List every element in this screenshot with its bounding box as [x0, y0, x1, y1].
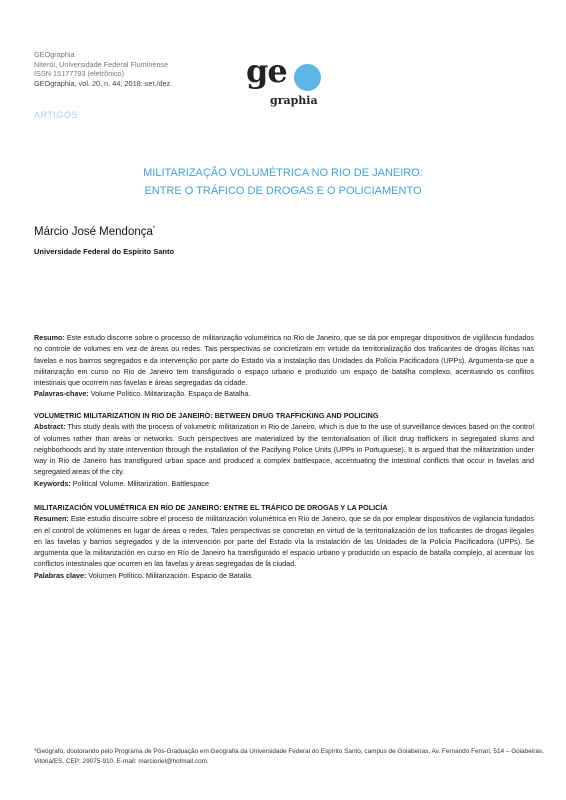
abstract-en	[34, 410, 534, 489]
corner-dot: .	[527, 34, 529, 40]
article-title	[0, 164, 566, 200]
author-name: Márcio José Mendonça*	[34, 226, 156, 238]
abstract-es-text: Este estudio discurre sobre el proceso de militarización volumétrica en Río de Janeiro, que se da por emplear dispositivos de vigilancia fundados en el control de volúmenes en lugar de áreas o redes. Tales perspectivas se concretan en virtud de la territorialización de los traficantes de drogas ilegales en las favelas y barrios segregados y de la intervención por parte del Estado vía la instalación de las Unidades de la Policía Pacificadora (UPPs). Se argumenta que la militarización en curso en Río de Janeiro ha transfigurado el espacio urbano y producido un espacio de batalla complejo, al acentuar los conflictos intestinales que ocurren en las favelas y áreas segregadas de la ciudad.	[34, 514, 534, 569]
author-footnote-mark: *	[152, 226, 156, 233]
abstract-en-text: This study deals with the process of volumetric militarization in Rio de Janeiro, which is due to the use of surveillance devices based on the control of volumes rather than areas or networks. Such perspectives are materialized by the territorialisation of illicit drug traffickers in segregated slums and neighborhoods and by state intervention through the installation of the Pacifying Police Units (UPPs in Portuguese). It is argued that the militarization under way in Rio de Janeiro has transfigured urban space and produced a complex battlespace, accentuating the intestinal conflicts that occur in favelas and segregated areas of the city.	[34, 422, 534, 477]
title-line-2: ENTRE O TRÁFICO DE DROGAS E O POLICIAMENTO	[144, 185, 422, 197]
abstract-pt-text: Este estudo discorre sobre o processo de militarização volumétrica no Rio de Janeiro, que se dá por empregar dispositivos de vigilância fundados no controle de volumes em vez de áreas ou redes. Tais perspectivas se concretizam em virtude da territorialização dos traficantes de drogas ilícitas nas favelas e nos bairros segregados e da intervenção por parte do Estado via a instalação das Unidades da Polícia Pacificadora (UPPs). Argumenta-se que a militarização em curso no Rio de Janeiro tem transfigurado o espaço urbano e produzido um espaço de batalha complexo, acentuando os conflitos intestinais que ocorrem nas favelas e áreas segregadas da cidade.	[34, 333, 534, 388]
geographia-logo	[246, 52, 326, 108]
abstract-en-heading: VOLUMETRIC MILITARIZATION IN RIO DE JANEIRO: BETWEEN DRUG TRAFFICKING AND POLICING	[34, 411, 379, 420]
keywords-es: Volumen Político. Militarización. Espacio de Batalla.	[86, 570, 253, 580]
keywords-en-label: Keywords:	[34, 478, 71, 488]
abstract-es	[34, 502, 534, 581]
journal-issn: ISSN 15177793 (eletrônico)	[34, 69, 125, 79]
title-line-1: MILITARIZAÇÃO VOLUMÉTRICA NO RIO DE JANEIRO:	[143, 167, 423, 179]
section-label: ARTIGOS	[34, 110, 78, 120]
footnote: *Geógrafo, doutorando pelo Programa de Pós-Graduação em Geografia da Universidade Federal do Espírito Santo, campus de Goiabeiras, Av. Fernando Ferrari, 514 – Goiabeiras, Vitória/ES, CEP: 29075-910. E-mail: marcioriel@hotmail.com.	[34, 748, 544, 765]
keywords-pt: Volume Político. Militarização. Espaço de Batalha.	[88, 389, 251, 399]
journal-name: GEOgraphia	[34, 50, 75, 59]
abstract-pt-label: Resumo:	[34, 333, 65, 342]
journal-place: Niterói, Universidade Federal Fluminense	[34, 59, 169, 69]
author-affiliation: Universidade Federal do Espírito Santo	[34, 247, 175, 256]
keywords-en: Political Volume. Militarization. Battlespace	[70, 478, 209, 488]
abstract-es-heading: MILITARIZACIÓN VOLUMÉTRICA EN RÍO DE JANEIRO: ENTRE EL TRÁFICO DE DROGAS Y LA POLICÍA	[34, 503, 388, 512]
abstract-en-label: Abstract:	[34, 422, 66, 432]
abstract-es-label: Resumen:	[34, 514, 69, 524]
keywords-pt-label: Palavras-chave:	[34, 389, 89, 399]
abstract-pt	[34, 332, 534, 400]
keywords-es-label: Palabras clave:	[34, 570, 87, 580]
journal-header	[34, 50, 172, 88]
logo-circle-icon	[294, 64, 321, 91]
logo-ge: ge	[246, 52, 287, 90]
journal-volume: GEOgraphia, vol. 20, n. 44, 2018: set./dez.	[34, 78, 173, 88]
logo-graphia: graphia	[270, 94, 318, 107]
